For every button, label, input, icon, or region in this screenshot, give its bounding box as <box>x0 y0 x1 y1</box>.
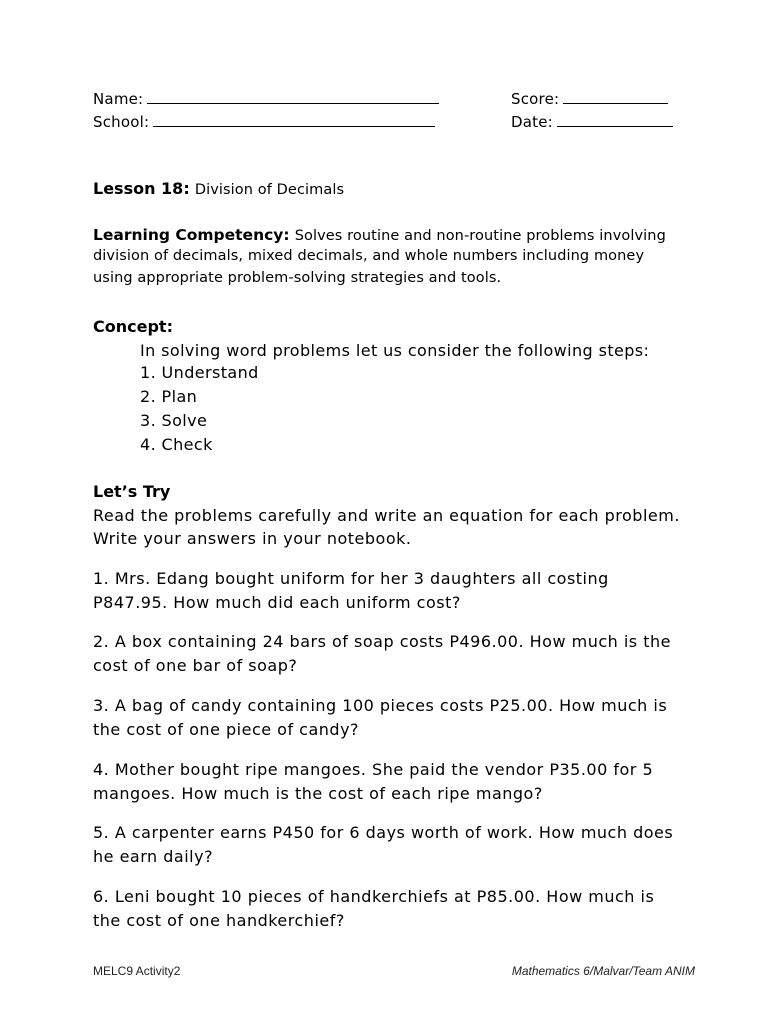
problem-2-line-1: 2. A box containing 24 bars of soap costs P496.00. How much is the <box>93 632 671 651</box>
school-blank-line[interactable] <box>153 125 435 127</box>
problem-6-line-1: 6. Leni bought 10 pieces of handkerchiefs at P85.00. How much is <box>93 887 655 906</box>
concept-intro: In solving word problems let us consider the following steps: <box>140 341 650 360</box>
problem-1-line-1: 1. Mrs. Edang bought uniform for her 3 daughters all costing <box>93 569 609 588</box>
competency-text-3: using appropriate problem-solving strategies and tools. <box>93 270 502 286</box>
competency-text-1: Solves routine and non-routine problems involving <box>294 228 666 244</box>
competency-label: Learning Competency: <box>93 226 290 244</box>
footer-left: MELC9 Activity2 <box>93 964 181 978</box>
name-blank-line[interactable] <box>147 102 439 104</box>
name-field[interactable] <box>93 90 439 108</box>
competency-text-2: division of decimals, mixed decimals, and whole numbers including money <box>93 248 645 264</box>
instruction-line-2: Write your answers in your notebook. <box>93 529 412 548</box>
instruction-line-1: Read the problems carefully and write an equation for each problem. <box>93 506 680 525</box>
problem-2-line-2: cost of one bar of soap? <box>93 656 298 675</box>
lets-try-label: Let’s Try <box>93 482 171 501</box>
school-label: School: <box>93 113 150 131</box>
problem-6-line-2: the cost of one handkerchief? <box>93 911 345 930</box>
school-field[interactable] <box>93 113 435 131</box>
problem-5-line-2: he earn daily? <box>93 847 214 866</box>
lesson-label: Lesson 18: <box>93 179 190 198</box>
step-understand: 1. Understand <box>140 363 259 382</box>
competency-line-1 <box>93 225 666 244</box>
name-label: Name: <box>93 90 144 108</box>
problem-1-line-2: P847.95. How much did each uniform cost? <box>93 593 461 612</box>
footer-right: Mathematics 6/Malvar/Team ANIM <box>511 964 695 978</box>
lesson-heading <box>93 179 344 198</box>
steps-list <box>140 361 259 457</box>
score-blank-line[interactable] <box>563 102 668 104</box>
lesson-title: Division of Decimals <box>194 182 345 198</box>
score-field[interactable] <box>511 90 668 108</box>
date-label: Date: <box>511 113 553 131</box>
step-solve: 3. Solve <box>140 411 208 430</box>
problem-4-line-2: mangoes. How much is the cost of each ripe mango? <box>93 784 543 803</box>
date-blank-line[interactable] <box>557 125 673 127</box>
step-plan: 2. Plan <box>140 387 198 406</box>
problem-5-line-1: 5. A carpenter earns P450 for 6 days worth of work. How much does <box>93 823 674 842</box>
score-label: Score: <box>511 90 560 108</box>
problem-3-line-2: the cost of one piece of candy? <box>93 720 360 739</box>
problem-3-line-1: 3. A bag of candy containing 100 pieces costs P25.00. How much is <box>93 696 668 715</box>
step-check: 4. Check <box>140 435 213 454</box>
date-field[interactable] <box>511 113 673 131</box>
concept-label: Concept: <box>93 317 173 336</box>
problem-4-line-1: 4. Mother bought ripe mangoes. She paid the vendor P35.00 for 5 <box>93 760 654 779</box>
